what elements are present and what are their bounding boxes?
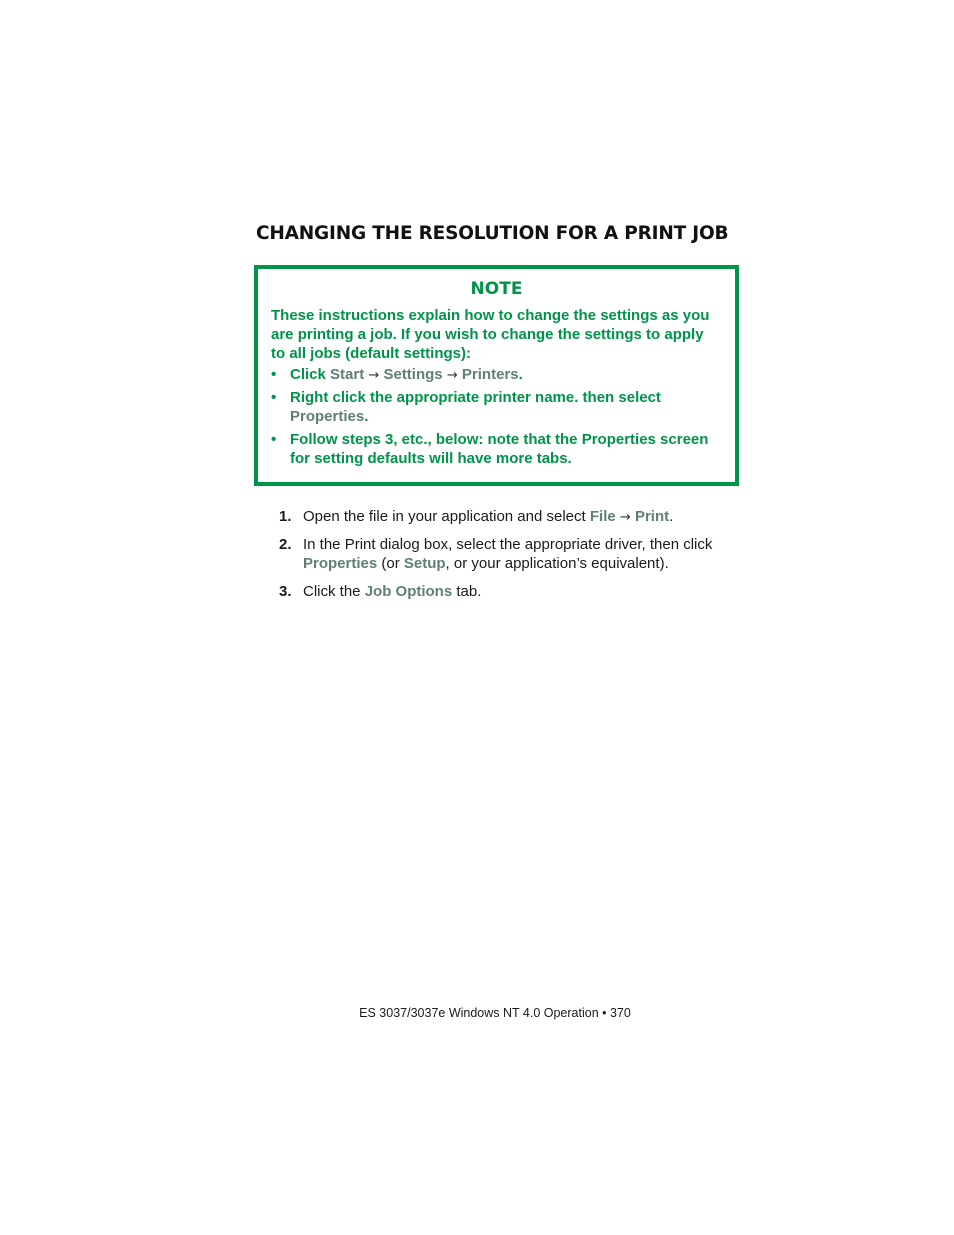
arrow-icon: →: [446, 368, 458, 383]
term-printers: Printers: [461, 366, 519, 383]
bullet-dot: •: [271, 389, 277, 406]
bullet-dot: •: [271, 366, 277, 383]
step-text: In the Print dialog box, select the appropriate driver, then click Properties (or Setup, or your application’s equivalent).: [303, 536, 713, 572]
note-box: [254, 265, 739, 486]
term-start: Start: [330, 366, 365, 383]
step-number: 2.: [279, 536, 292, 553]
term-settings: Settings: [383, 366, 443, 383]
step-number: 1.: [279, 508, 292, 525]
note-intro: These instructions explain how to change the settings as you are printing a job. If you wish to change the settings to apply to all jobs (default settings):: [271, 307, 710, 362]
arrow-icon: →: [368, 368, 380, 383]
bullet-text: Right click the appropriate printer name. then select Properties.: [290, 389, 661, 425]
arrow-icon: →: [619, 510, 631, 525]
note-title: NOTE: [470, 279, 523, 299]
bullet-text: Follow steps 3, etc., below: note that the Properties screen for setting defaults will have more tabs.: [290, 431, 709, 467]
bullet-text: Click Start → Settings → Printers.: [290, 366, 523, 383]
term-properties: Properties: [290, 408, 365, 425]
step-number: 3.: [279, 583, 292, 600]
bullet-dot: •: [271, 431, 277, 448]
term-setup: Setup: [403, 555, 446, 572]
step-text: Open the file in your application and select File → Print.: [303, 508, 674, 525]
page-footer: ES 3037/3037e Windows NT 4.0 Operation • 370: [359, 1006, 631, 1020]
term-print: Print: [634, 508, 670, 525]
term-file: File: [589, 508, 616, 525]
step-text: Click the Job Options tab.: [303, 583, 482, 600]
page-heading: CHANGING THE RESOLUTION FOR A PRINT JOB: [256, 223, 729, 244]
term-properties: Properties: [303, 555, 378, 572]
term-job-options: Job Options: [364, 583, 453, 600]
